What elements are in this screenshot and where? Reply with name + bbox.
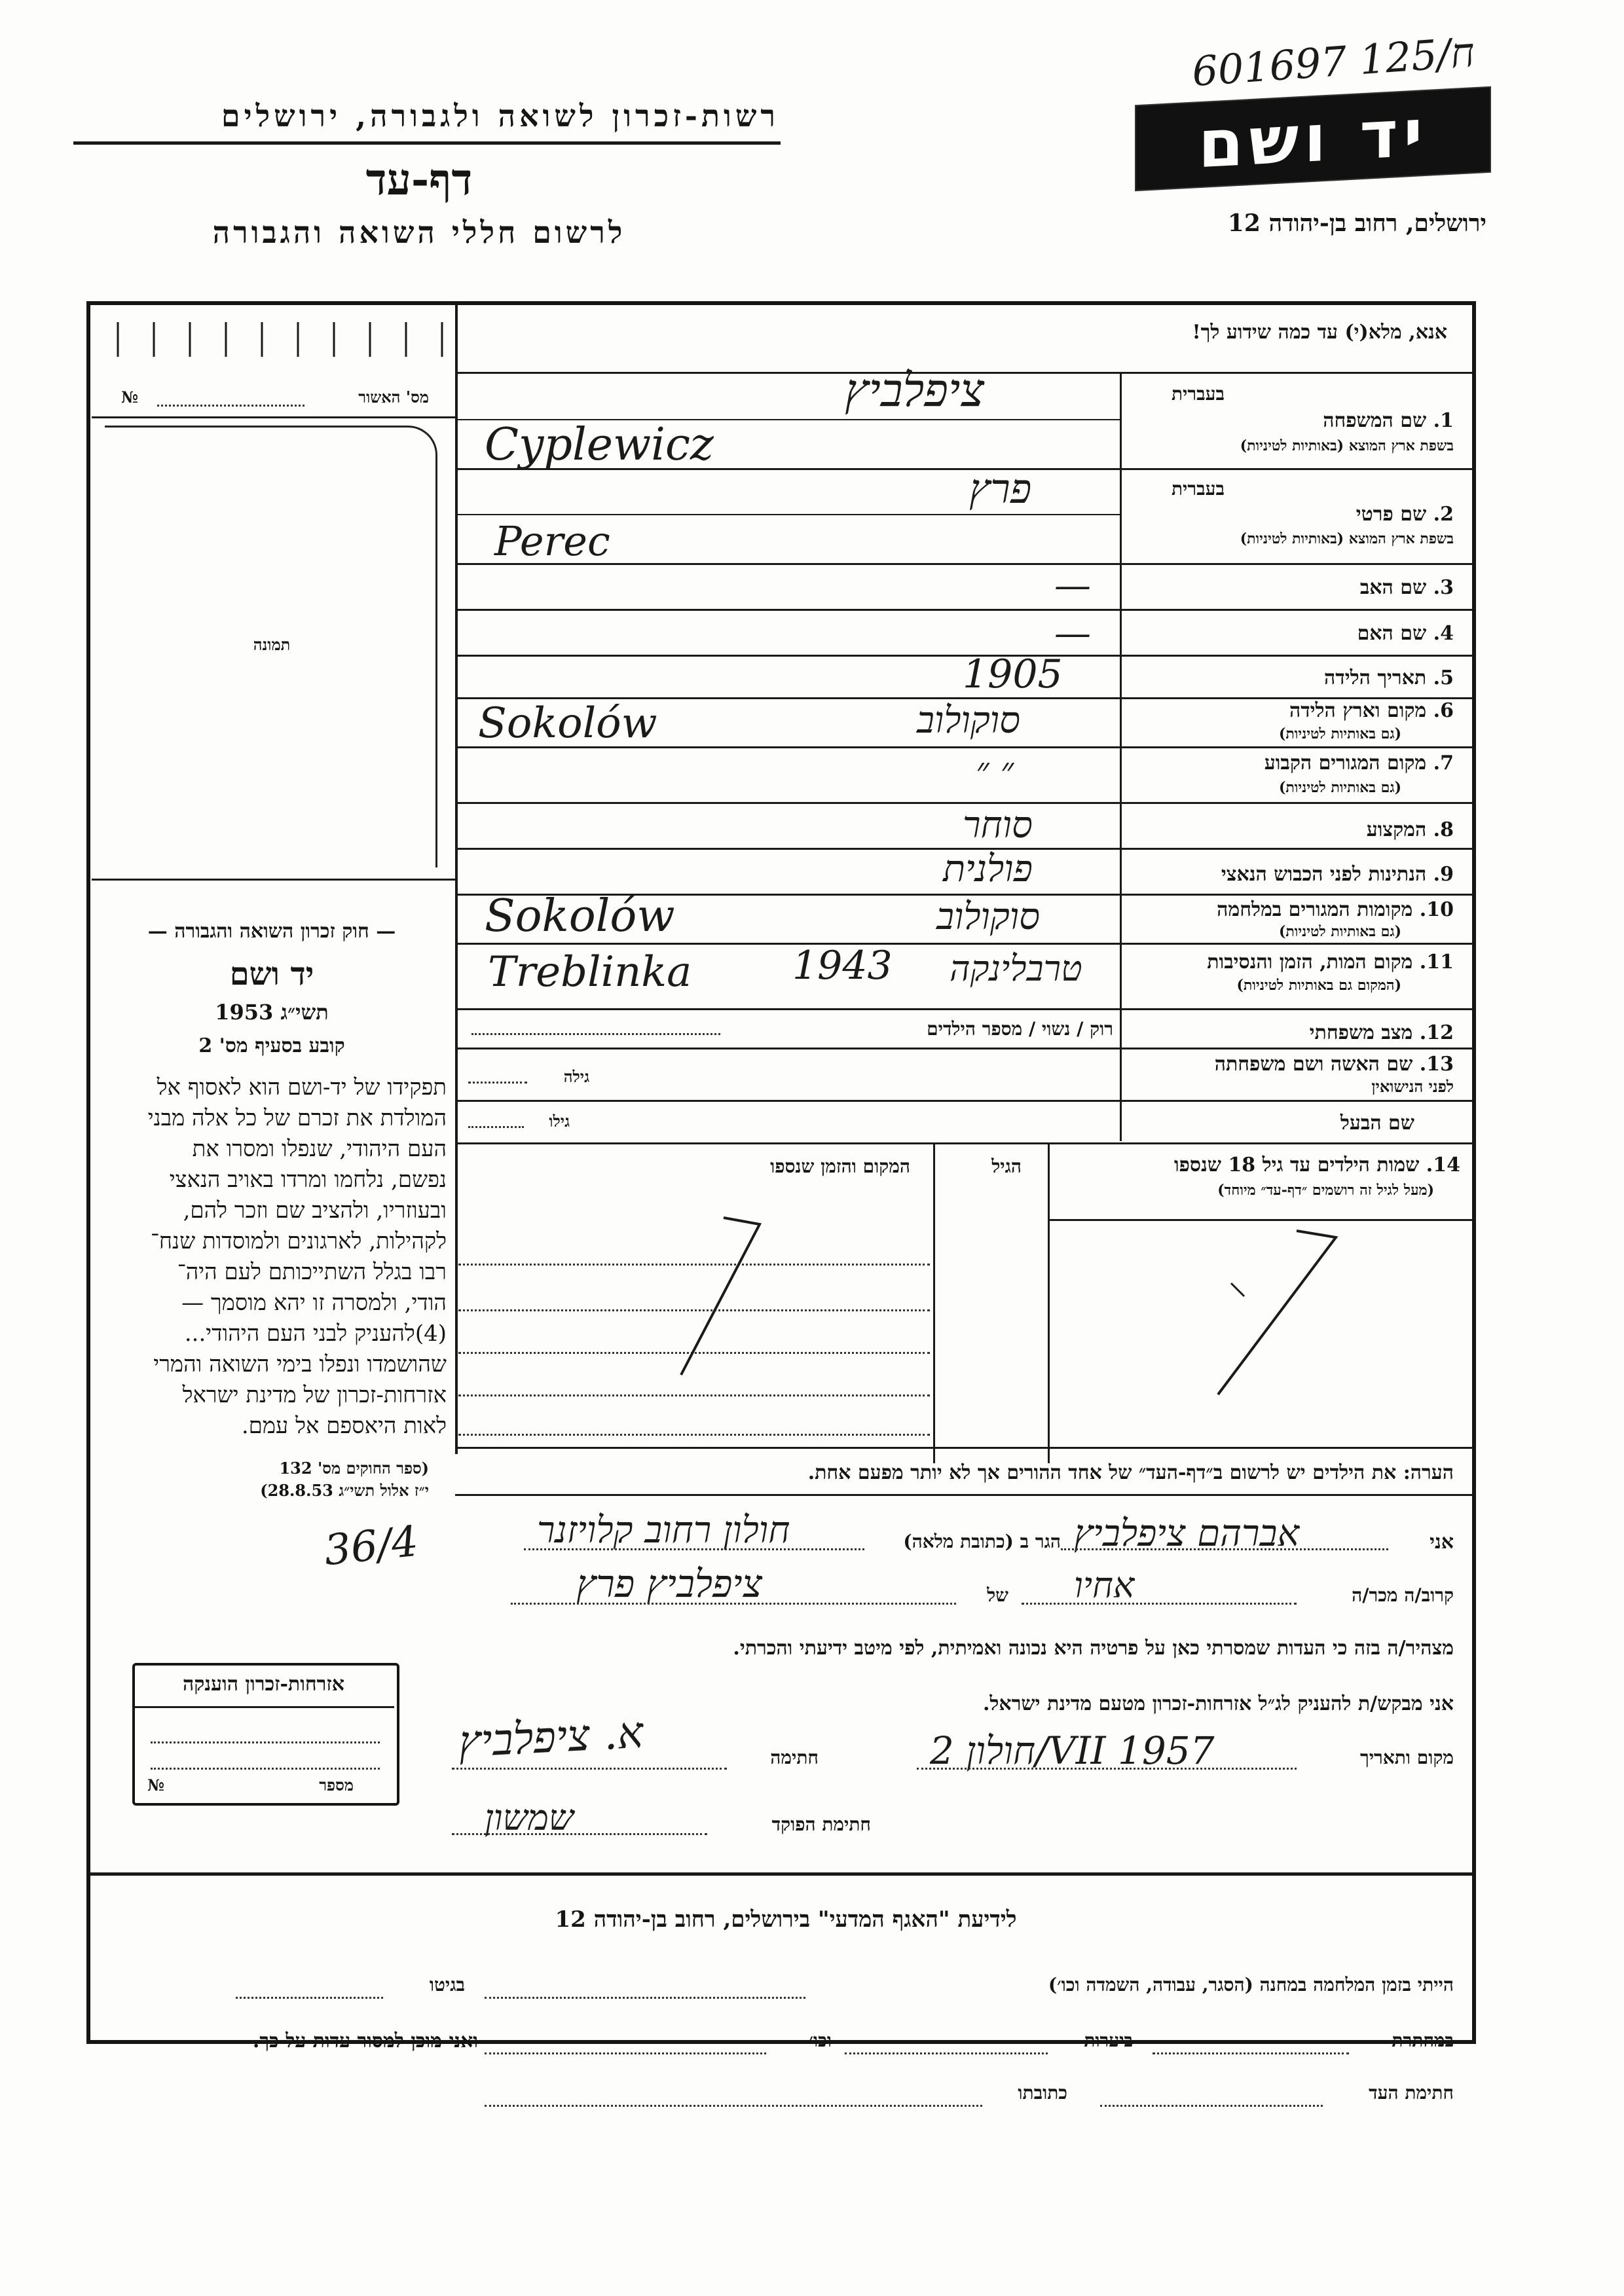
- decl-officer-label: חתימת הפוקד: [771, 1813, 871, 1835]
- field-10-label: [1139, 898, 1454, 921]
- law-section: קובע בסעיף מס' 2: [198, 1034, 345, 1057]
- field-1-name: שם המשפחה: [1323, 409, 1427, 432]
- field-2-latin-note: בשפת ארץ המוצא (באותיות לטיניות): [1240, 530, 1454, 547]
- photo-bottom-rule: [92, 879, 455, 881]
- yad-vashem-logo: [1136, 88, 1490, 190]
- citizenship-box-rule: [135, 1706, 394, 1708]
- field-1-in-hebrew: בעברית: [1171, 383, 1225, 405]
- children-header: [1054, 1154, 1460, 1176]
- field-11-latin-value[interactable]: Treblinka: [488, 948, 692, 996]
- children-row-dots: [458, 1434, 930, 1436]
- law-line: רבו בגלל השתייכותם לעם היה־: [177, 1259, 447, 1285]
- footer-ghetto: בגיטו: [429, 1974, 465, 1995]
- field-2-name: שם פרטי: [1356, 503, 1427, 526]
- husband-age-dots: [468, 1126, 524, 1128]
- field-1-latin-value[interactable]: Cyplewicz: [485, 419, 714, 471]
- decl-place-date-label: מקום ותאריך: [1359, 1747, 1454, 1768]
- logo-text: יד ושם: [1198, 94, 1428, 183]
- form-subtitle: לרשום חללי השואה והגבורה: [212, 215, 626, 250]
- children-sub: (מעל לגיל זה רושמים ״דף-עד״ מיוחד): [1217, 1182, 1434, 1199]
- note-bottom-rule: [455, 1494, 1472, 1496]
- field-12-label: [1218, 1021, 1454, 1044]
- citizenship-box-no: №: [147, 1776, 165, 1795]
- field-7-num: 7.: [1433, 752, 1454, 774]
- field-1-latin-note: בשפת ארץ המוצא (באותיות לטיניות): [1240, 437, 1454, 454]
- approval-cells-grid: [92, 319, 451, 357]
- law-line: נפשם, נלחמו ומרדו באויב הנאצי: [169, 1167, 447, 1193]
- left-column-divider: [455, 305, 458, 1454]
- field-2-hebrew-value[interactable]: פרץ: [969, 465, 1032, 513]
- decl-relation-dots: [1022, 1603, 1297, 1605]
- footer-camp-dots: [485, 1997, 805, 1999]
- field-5-num: 5.: [1433, 666, 1454, 689]
- field-12-dots: [471, 1033, 720, 1035]
- field-1-hebrew-value[interactable]: ציפלביץ: [845, 363, 985, 417]
- field-6-latin-value[interactable]: Sokolów: [478, 699, 657, 748]
- field-7-latin-note: (גם באותיות לטיניות): [1278, 779, 1401, 796]
- archive-number: 601697 125/ח: [1190, 28, 1477, 96]
- field-7-label: [1153, 752, 1454, 774]
- field-10-latin-value[interactable]: Sokolów: [485, 890, 675, 942]
- children-age-col: הגיל: [991, 1156, 1022, 1177]
- field-4-name: שם האם: [1357, 622, 1427, 645]
- law-line: תפקידו של יד-ושם הוא לאסוף אל: [157, 1074, 447, 1101]
- decl-address-dots: [524, 1548, 864, 1550]
- row-rule: [455, 514, 1120, 515]
- law-line: לקהילות, לארגונים ולמוסדות שנח־: [150, 1228, 447, 1254]
- field-2-num: 2.: [1433, 503, 1454, 526]
- children-row-dots: [458, 1394, 930, 1396]
- footer-address-dots: [485, 2105, 982, 2107]
- field-11-place-note: (המקום גם באותיות לטיניות): [1236, 977, 1401, 994]
- decl-officer-signature[interactable]: שמשון: [485, 1797, 574, 1838]
- field-12-num: 12.: [1419, 1021, 1454, 1044]
- footer-address: כתובתו: [1018, 2082, 1067, 2104]
- footer-ready: ואני מוכן למסור עדות על כך.: [252, 2030, 478, 2052]
- decl-relative-name[interactable]: ציפלביץ פרץ: [576, 1561, 763, 1606]
- children-row-dots: [458, 1309, 930, 1311]
- decl-signature-label: חתימה: [770, 1747, 819, 1768]
- field-11-hebrew-value[interactable]: טרבלינקה: [950, 948, 1082, 989]
- law-line: אזרחות-זכרון של מדינת ישראל: [182, 1382, 447, 1408]
- law-line: הודי, ולמסרה זו יהא מוסמך —: [181, 1290, 447, 1316]
- field-11-year[interactable]: 1943: [792, 943, 893, 989]
- field-11-name: מקום המות, הזמן והנסיבות: [1207, 951, 1413, 974]
- field-4-value[interactable]: —: [1054, 612, 1091, 655]
- field-8-num: 8.: [1433, 818, 1454, 841]
- law-source-1: (ספר החוקים מס' 132: [279, 1459, 429, 1478]
- field-10-hebrew-value[interactable]: סוקולוב: [936, 896, 1040, 938]
- children-bottom-rule: [455, 1447, 1472, 1449]
- form-title: דף-עד: [365, 154, 473, 205]
- field-13-name: שם האשה ושם משפחתה: [1214, 1053, 1413, 1076]
- approval-label: מס' האשור: [358, 388, 429, 407]
- citizenship-box-number: מספר: [319, 1776, 354, 1795]
- field-3-value[interactable]: —: [1054, 564, 1091, 607]
- field-6-hebrew-value[interactable]: סוקולוב: [917, 699, 1020, 742]
- citizenship-dots-1: [151, 1741, 380, 1743]
- field-2-in-hebrew: בעברית: [1171, 478, 1225, 500]
- decl-i-label: אני: [1430, 1531, 1454, 1554]
- decl-of-label: של: [987, 1584, 1008, 1606]
- institution-address: ירושלים, רחוב בן-יהודה 12: [1227, 210, 1486, 237]
- law-line: לאות היאספם אל עמם.: [241, 1413, 447, 1439]
- field-6-num: 6.: [1433, 699, 1454, 722]
- decl-relative-label: קרוב/ה מכר/ה: [1352, 1584, 1454, 1606]
- decl-officer-dots: [452, 1833, 707, 1835]
- children-header-text: שמות הילדים עד גיל 18 שנספו: [1173, 1154, 1420, 1176]
- approval-no: №: [121, 388, 139, 407]
- field-11-num: 11.: [1419, 951, 1454, 974]
- field-10-name: מקומות המגורים במלחמה: [1217, 898, 1413, 921]
- decl-witness-address[interactable]: חולון רחוב קלויזנר: [537, 1509, 790, 1552]
- field-13-age-label: גילה: [563, 1067, 589, 1086]
- footer-underground: במחתרת: [1392, 2030, 1454, 2051]
- decl-place-date-dots: [917, 1768, 1297, 1770]
- decl-signature-value[interactable]: א. ציפלביץ: [457, 1707, 645, 1768]
- row-rule: [455, 943, 1472, 945]
- label-column-divider: [1120, 372, 1122, 1141]
- decl-relation[interactable]: אחיו: [1074, 1565, 1135, 1606]
- law-line: שהושמדו ונפלו בימי השואה והמרי: [153, 1351, 447, 1377]
- field-10-num: 10.: [1419, 898, 1454, 921]
- field-7-value[interactable]: ״ ״: [976, 750, 1014, 791]
- row-rule: [455, 1048, 1472, 1049]
- field-2-latin-value[interactable]: Perec: [494, 517, 610, 565]
- institution-name: רשות-זכרון לשואה ולגבורה, ירושלים: [221, 98, 779, 134]
- children-row-dots: [458, 1264, 930, 1266]
- husband-age-label: גילו: [549, 1112, 570, 1131]
- row-rule: [455, 609, 1472, 611]
- footer-witness-dots: [1100, 2105, 1323, 2107]
- approval-cells: [92, 319, 451, 357]
- decl-relative-dots: [511, 1603, 956, 1605]
- photo-label: תמונה: [253, 635, 291, 654]
- footer-etc-dots: [485, 2052, 766, 2054]
- form-intro: אנא, מלא(י) עד כמה שידוע לך!: [1192, 321, 1447, 344]
- decl-requests: אני מבקש/ת להעניק לג״ל אזרחות-זכרון מטעם מדינת ישראל.: [982, 1692, 1454, 1715]
- footer-forests: ביערות: [1084, 2030, 1133, 2051]
- children-col-divider: [1048, 1142, 1050, 1463]
- approval-bottom-rule: [92, 416, 455, 418]
- children-header-num: 14.: [1426, 1154, 1460, 1176]
- footer-underground-dots: [1153, 2052, 1349, 2054]
- field-1-label: [1218, 409, 1454, 432]
- field-8-name: המקצוע: [1366, 818, 1427, 841]
- field-4-num: 4.: [1433, 622, 1454, 645]
- decl-place-date-value[interactable]: חולון 2/VII 1957: [930, 1728, 1215, 1773]
- field-3-name: שם האב: [1359, 576, 1427, 599]
- citizenship-box-title: אזרחות-זכרון הוענקה: [182, 1673, 345, 1696]
- field-3-label: [1218, 576, 1454, 599]
- children-row-dots: [458, 1352, 930, 1354]
- row-rule: [455, 1008, 1472, 1010]
- field-13-label: [1139, 1053, 1454, 1076]
- field-6-latin-note: (גם באותיות לטיניות): [1278, 725, 1401, 742]
- row-rule: [455, 1100, 1472, 1102]
- field-13-num: 13.: [1419, 1053, 1454, 1076]
- field-9-num: 9.: [1433, 863, 1454, 886]
- field-11-label: [1139, 951, 1454, 974]
- children-col-divider-2: [933, 1142, 935, 1463]
- field-13-age-dots: [468, 1082, 527, 1084]
- footer-ghetto-dots: [236, 1997, 383, 1999]
- footer-etc: וכו׳: [809, 2030, 832, 2051]
- field-12-name: מצב משפחתי: [1309, 1021, 1413, 1044]
- law-line: העם היהודי, שנפלו ומסרו את: [192, 1136, 447, 1162]
- law-line: המולדת את זכרם של כל אלה מבני: [147, 1105, 447, 1131]
- field-13-sub: לפני הנישואין: [1371, 1077, 1454, 1096]
- field-6-name: מקום וארץ הלידה: [1289, 699, 1427, 722]
- citizenship-dots-2: [151, 1768, 380, 1770]
- field-12-status-options: רוק / נשוי / מספר הילדים: [927, 1018, 1113, 1040]
- decl-declares: מצהיר/ה בזה כי העדות שמסרתי כאן על פרטיה היא נכונה ואמיתית, לפי מיטב ידיעתי והכרתי.: [733, 1637, 1454, 1660]
- field-10-latin-note: (גם באותיות לטיניות): [1278, 923, 1401, 940]
- footer-title: לידיעת "האגף המדעי" בירושלים, רחוב בן-יהודה 12: [555, 1906, 1017, 1933]
- decl-witness-name[interactable]: אברהם ציפלביץ: [1074, 1512, 1300, 1555]
- children-header-rule: [1048, 1219, 1472, 1221]
- field-7-name: מקום המגורים הקבוע: [1264, 752, 1427, 774]
- field-6-label: [1153, 699, 1454, 722]
- field-5-value[interactable]: 1905: [963, 651, 1063, 697]
- decl-name-dots: [1061, 1548, 1388, 1550]
- field-5-label: [1218, 666, 1454, 689]
- field-2-label: [1218, 503, 1454, 526]
- law-source-2: י״ז אלול תשי״ג 28.8.53): [260, 1481, 429, 1500]
- approval-dots: [157, 405, 304, 407]
- law-name: יד ושם: [229, 956, 314, 993]
- footer-forests-dots: [845, 2052, 1048, 2054]
- law-text: [98, 1072, 447, 1442]
- field-3-num: 3.: [1433, 576, 1454, 599]
- field-4-label: [1218, 622, 1454, 645]
- row-rule: [455, 1142, 1472, 1144]
- form-note: הערה: את הילדים יש לרשום ב״דף-העד״ של אחד ההורים אך לא יותר מפעם אחת.: [807, 1461, 1454, 1484]
- field-5-name: תאריך הלידה: [1324, 666, 1427, 689]
- decl-residing-label: הגר ב (כתובת מלאה): [903, 1531, 1061, 1552]
- field-8-label: [1218, 818, 1454, 841]
- field-9-label: [1139, 863, 1454, 886]
- field-8-value[interactable]: סוחר: [963, 804, 1033, 847]
- field-9-value[interactable]: פולנית: [943, 848, 1033, 890]
- declaration-bottom-rule: [90, 1872, 1472, 1876]
- law-title: — חוק זכרון השואה והגבורה —: [147, 920, 396, 943]
- law-line: (4)להעניק לבני העם היהודי...: [184, 1321, 447, 1347]
- footer-witness-sig: חתימת העד: [1369, 2082, 1454, 2104]
- institution-underline: [73, 141, 781, 145]
- decl-signature-dots: [452, 1768, 727, 1770]
- decl-address-extra[interactable]: 36/4: [322, 1517, 421, 1576]
- footer-line1: הייתי בזמן המלחמה במחנה (הסגר, עבודה, השמדה וכו׳): [1048, 1974, 1454, 1995]
- field-9-name: הנתינות לפני הכבוש הנאצי: [1221, 863, 1427, 886]
- children-place-col: המקום והזמן שנספו: [770, 1156, 910, 1177]
- field-1-num: 1.: [1433, 409, 1454, 432]
- law-line: ובעוזריו, ולהציב שם וזכר להם,: [183, 1197, 447, 1224]
- law-year: תשי״ג 1953: [215, 1000, 329, 1025]
- husband-label: שם הבעל: [1340, 1112, 1414, 1135]
